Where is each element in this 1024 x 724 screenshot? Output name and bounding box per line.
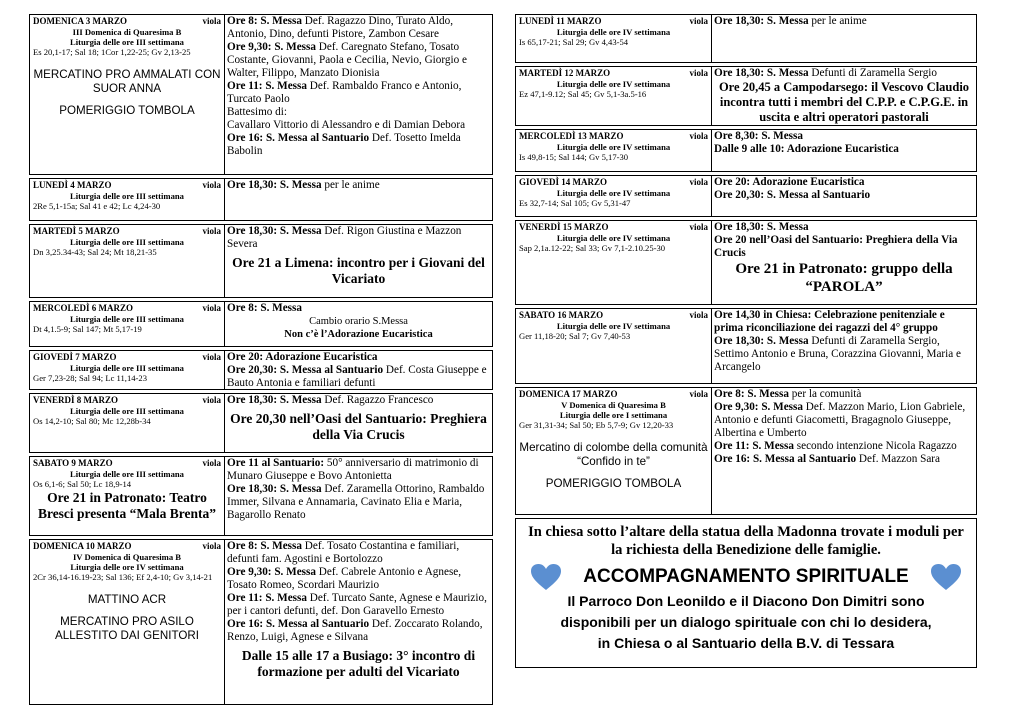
day-schedule	[225, 179, 492, 220]
schedule-item	[227, 119, 490, 132]
day-row	[515, 129, 977, 172]
liturgical-color: viola	[689, 68, 708, 78]
day-note: MERCATINO PRO AMMALATI CON SUOR ANNA	[33, 67, 221, 95]
readings: Is 65,17-21; Sal 29; Gv 4,43-54	[519, 37, 629, 47]
schedule-item	[227, 592, 490, 618]
spiritual-line: disponibili per un dialogo spirituale con chi lo desidera,	[560, 614, 932, 630]
schedule-time: Ore 11: S. Messa	[227, 80, 307, 92]
schedule-note: Cambio orario S.Messa	[309, 316, 408, 327]
day-row	[29, 393, 493, 453]
schedule-time: Ore 16: S. Messa al Santuario	[714, 453, 857, 465]
day-schedule	[712, 15, 976, 62]
readings: Ger 7,23-28; Sal 94; Lc 11,14-23	[33, 373, 148, 383]
liturgy-line: Liturgia delle ore IV settimana	[556, 142, 671, 152]
schedule-time: Ore 18,30: S. Messa	[714, 67, 809, 79]
schedule-detail: Defunti di Zaramella Sergio, Settimo Antonio e Bruna, Corazzina Giovanni, Maria e Arcangelo	[714, 335, 961, 373]
schedule-item	[227, 483, 490, 522]
liturgy-line: Liturgia delle ore I settimana	[559, 410, 668, 420]
liturgical-color: viola	[202, 303, 221, 313]
day-header	[33, 541, 221, 552]
schedule-item	[227, 540, 490, 566]
schedule-detail: Defunti di Zaramella Sergio	[808, 67, 937, 79]
schedule-detail: Def. Rambaldo Franco e Antonio, Turcato Paolo	[227, 80, 462, 105]
day-date: VENERDÌ 8 MARZO	[33, 395, 119, 405]
day-schedule	[712, 309, 976, 383]
day-header	[33, 352, 221, 363]
day-info	[516, 176, 712, 216]
day-header	[33, 458, 221, 469]
schedule-item	[714, 234, 974, 260]
schedule-detail: Battesimo di:	[227, 106, 287, 118]
event-highlight: Ore 20,30 nell’Oasi del Santuario: Preghiera della Via Crucis	[230, 411, 487, 442]
schedule-item	[227, 364, 490, 390]
liturgy-line: Liturgia delle ore III settimana	[70, 469, 184, 479]
schedule-item	[227, 106, 490, 119]
day-info	[516, 130, 712, 171]
day-row	[515, 66, 977, 126]
event-highlight: Dalle 15 alle 17 a Busiago: 3° incontro di formazione per adulti del Vicariato	[241, 648, 476, 679]
liturgy-line: III Domenica di Quaresima B	[72, 27, 182, 37]
schedule-item	[714, 130, 974, 143]
liturgy-line: Liturgia delle ore III settimana	[70, 363, 184, 373]
schedule-time: Ore 16: S. Messa al Santuario	[227, 618, 370, 630]
day-row	[515, 14, 977, 63]
schedule-item	[227, 80, 490, 106]
liturgical-color: viola	[202, 16, 221, 26]
schedule-item	[714, 335, 974, 374]
spiritual-line: in Chiesa o al Santuario della B.V. di Tessara	[597, 635, 895, 651]
liturgy-line: Liturgia delle ore III settimana	[70, 237, 184, 247]
liturgy-line: Liturgia delle ore IV settimana	[556, 79, 671, 89]
day-header	[519, 68, 708, 79]
schedule-note: Non c’è l’Adorazione Eucaristica	[284, 329, 433, 340]
schedule-item	[227, 41, 490, 80]
schedule-time: Ore 18,30: S. Messa	[714, 335, 809, 347]
title-row	[516, 563, 976, 591]
schedule-item	[227, 394, 490, 407]
liturgy-line: IV Domenica di Quaresima B	[72, 552, 182, 562]
day-header	[519, 131, 708, 142]
schedule-time: Ore 8: S. Messa	[227, 15, 302, 27]
day-schedule	[712, 221, 976, 304]
day-schedule	[225, 15, 492, 174]
schedule-item	[227, 618, 490, 644]
day-info	[30, 457, 225, 535]
readings: Es 20,1-17; Sal 18; 1Cor 1,22-25; Gv 2,13-25	[33, 47, 191, 57]
heart-icon	[530, 563, 562, 591]
liturgical-color: viola	[689, 177, 708, 187]
schedule-item	[714, 15, 974, 28]
readings: Dt 4,1.5-9; Sal 147; Mt 5,17-19	[33, 324, 142, 334]
day-header	[519, 222, 708, 233]
day-row	[515, 220, 977, 305]
day-info	[30, 394, 225, 452]
day-date: LUNEDÌ 11 MARZO	[519, 16, 602, 26]
heart-icon	[930, 563, 962, 591]
day-note: POMERIGGIO TOMBOLA	[59, 103, 195, 117]
day-info	[30, 540, 225, 704]
liturgical-color: viola	[202, 352, 221, 362]
schedule-time: Ore 14,30 in Chiesa: Celebrazione penitenziale e prima riconciliazione dei ragazzi del 4° gruppo	[714, 309, 945, 334]
day-date: MARTEDÌ 12 MARZO	[519, 68, 611, 78]
schedule-time: Dalle 9 alle 10: Adorazione Eucaristica	[714, 143, 899, 155]
liturgical-color: viola	[689, 222, 708, 232]
readings: Ez 47,1-9.12; Sal 45; Gv 5,1-3a.5-16	[519, 89, 647, 99]
day-row	[29, 14, 493, 175]
day-row	[29, 456, 493, 536]
schedule-item	[714, 176, 974, 189]
readings: 2Re 5,1-15a; Sal 41 e 42; Lc 4,24-30	[33, 201, 161, 211]
event-highlight: Ore 21 in Patronato: Teatro Bresci presenta “Mala Brenta”	[37, 489, 217, 521]
schedule-detail: Def. Caregnato Stefano, Tosato Costante, Giovanni, Paola e Cecilia, Nevio, Giorgio e Walter, Filippo, Manzato Dionisia	[227, 41, 467, 79]
day-header	[519, 310, 708, 321]
schedule-item	[227, 457, 490, 483]
readings: Os 14,2-10; Sal 80; Mc 12,28b-34	[33, 416, 151, 426]
schedule-time: Ore 9,30: S. Messa	[227, 566, 316, 578]
event-highlight: Ore 21 in Patronato: gruppo della “PAROLA”	[735, 261, 953, 295]
day-date: GIOVEDÌ 14 MARZO	[519, 177, 608, 187]
schedule-time: Ore 20,30: S. Messa al Santuario	[714, 189, 871, 201]
day-schedule	[225, 225, 492, 297]
day-schedule	[712, 176, 976, 216]
day-row	[515, 387, 977, 515]
day-row	[29, 178, 493, 221]
day-schedule	[712, 130, 976, 171]
schedule-detail: Def. Cabrele Antonio e Agnese, Tosato Romeo, Scordari Maurizio	[227, 566, 462, 591]
day-schedule	[225, 351, 492, 389]
day-date: DOMENICA 17 MARZO	[519, 389, 618, 399]
schedule-item	[227, 132, 490, 158]
day-date: MARTEDÌ 5 MARZO	[33, 226, 120, 236]
schedule-detail: per le anime	[321, 179, 380, 191]
liturgical-color: viola	[202, 541, 221, 551]
schedule-item	[714, 309, 974, 335]
day-row	[515, 308, 977, 384]
schedule-item	[227, 351, 490, 364]
day-schedule	[225, 457, 492, 535]
day-info	[516, 15, 712, 62]
day-date: GIOVEDÌ 7 MARZO	[33, 352, 117, 362]
liturgy-line: V Domenica di Quaresima B	[561, 400, 666, 410]
day-row	[29, 224, 493, 298]
schedule-item	[227, 302, 490, 315]
schedule-detail: Def. Zaramella Ottorino, Rambaldo Immer, Silvana e Annamaria, Cavinato Elia e Maria, Bagarollo Renato	[227, 483, 485, 521]
day-date: SABATO 9 MARZO	[33, 458, 113, 468]
schedule-detail: per le anime	[808, 15, 867, 27]
schedule-time: Ore 18,30: S. Messa	[714, 15, 809, 27]
event-highlight: Ore 20,45 a Campodarsego: il Vescovo Claudio incontra tutti i membri del C.P.P. e C.P.G.E. in uscita e altri operatori pastorali	[718, 80, 970, 124]
day-info	[516, 67, 712, 125]
schedule-item	[227, 15, 490, 41]
schedule-detail: Def. Turcato Sante, Agnese e Maurizio, per i cantori defunti, def. Don Garavello Ernesto	[227, 592, 487, 617]
day-date: MERCOLEDÌ 6 MARZO	[33, 303, 134, 313]
schedule-item	[714, 221, 974, 234]
readings: Ger 31,31-34; Sal 50; Eb 5,7-9; Gv 12,20-33	[519, 420, 674, 430]
day-info	[30, 15, 225, 174]
liturgy-line: Liturgia delle ore IV settimana	[556, 27, 671, 37]
schedule-time: Ore 20: Adorazione Eucaristica	[227, 351, 378, 363]
schedule-time: Ore 18,30: S. Messa	[227, 225, 322, 237]
day-note: MERCATINO PRO ASILO ALLESTITO DAI GENITORI	[55, 614, 199, 642]
day-note: Mercatino di colombe della comunità “Confido in te”	[519, 440, 708, 468]
schedule-time: Ore 11: S. Messa	[227, 592, 307, 604]
schedule-time: Ore 8: S. Messa	[227, 540, 302, 552]
schedule-detail: Def. Mazzon Sara	[856, 453, 940, 465]
day-date: DOMENICA 3 MARZO	[33, 16, 127, 26]
liturgy-line: Liturgia delle ore III settimana	[70, 191, 184, 201]
event-highlight: Ore 21 a Limena: incontro per i Giovani del Vicariato	[232, 255, 485, 286]
schedule-time: Ore 18,30: S. Messa	[227, 179, 322, 191]
liturgy-line: Liturgia delle ore III settimana	[70, 314, 184, 324]
readings: Is 49,8-15; Sal 144; Gv 5,17-30	[519, 152, 629, 162]
schedule-time: Ore 11 al Santuario:	[227, 457, 325, 469]
schedule-item	[714, 388, 974, 401]
readings: Os 6,1-6; Sal 50; Lc 18,9-14	[33, 479, 132, 489]
spiritual-title: ACCOMPAGNAMENTO SPIRITUALE	[583, 566, 909, 587]
schedule-time: Ore 20,30: S. Messa al Santuario	[227, 364, 384, 376]
schedule-item	[227, 179, 490, 192]
schedule-item	[714, 440, 974, 453]
day-info	[516, 221, 712, 304]
day-header	[519, 177, 708, 188]
day-info	[30, 225, 225, 297]
liturgy-line: Liturgia delle ore IV settimana	[556, 188, 671, 198]
schedule-time: Ore 8: S. Messa	[227, 302, 302, 314]
day-info	[516, 309, 712, 383]
liturgy-line: Liturgia delle ore IV settimana	[556, 321, 671, 331]
schedule-detail: Def. Tosato Costantina e familiari, defunti fam. Agostini e Bortolozzo	[227, 540, 460, 565]
day-header	[33, 180, 221, 191]
readings: Ger 11,18-20; Sal 7; Gv 7,40-53	[519, 331, 631, 341]
schedule-time: Ore 18,30: S. Messa	[714, 221, 809, 233]
liturgical-color: viola	[202, 458, 221, 468]
schedule-time: Ore 11: S. Messa	[714, 440, 794, 452]
schedule-item	[227, 566, 490, 592]
liturgical-color: viola	[689, 389, 708, 399]
schedule-detail: Def. Rigon Giustina e Mazzon Severa	[227, 225, 462, 250]
readings: 2Cr 36,14-16.19-23; Sal 136; Ef 2,4-10; Gv 3,14-21	[33, 572, 213, 582]
day-schedule	[712, 67, 976, 125]
schedule-time: Ore 16: S. Messa al Santuario	[227, 132, 370, 144]
day-header	[519, 389, 708, 400]
schedule-item	[714, 401, 974, 440]
spiritual-line: Il Parroco Don Leonildo e il Diacono Don Dimitri sono	[567, 593, 925, 609]
info-panel	[515, 518, 977, 668]
readings: Dn 3,25.34-43; Sal 24; Mt 18,21-35	[33, 247, 157, 257]
day-schedule	[225, 394, 492, 452]
schedule-time: Ore 8: S. Messa	[714, 388, 789, 400]
schedule-detail: Def. Ragazzo Francesco	[321, 394, 434, 406]
left-column	[29, 14, 493, 708]
day-schedule	[225, 302, 492, 346]
right-column	[515, 14, 977, 668]
day-row	[29, 301, 493, 347]
day-row	[29, 350, 493, 390]
liturgy-line: Liturgia delle ore IV settimana	[556, 233, 671, 243]
schedule-time: Ore 18,30: S. Messa	[227, 483, 322, 495]
schedule-time: Ore 20: Adorazione Eucaristica	[714, 176, 865, 188]
day-schedule	[712, 388, 976, 514]
schedule-time: Ore 20 nell’Oasi del Santuario: Preghiera della Via Crucis	[714, 234, 958, 259]
schedule-detail: Def. Costa Giuseppe e Bauto Antonia e familiari defunti	[227, 364, 487, 389]
day-info	[30, 179, 225, 220]
day-info	[516, 388, 712, 514]
schedule-detail: Def. Tosetto Imelda Babolin	[227, 132, 461, 157]
readings: Sap 2,1a.12-22; Sal 33; Gv 7,1-2.10.25-30	[519, 243, 666, 253]
day-header	[33, 226, 221, 237]
liturgical-color: viola	[202, 226, 221, 236]
liturgical-color: viola	[202, 395, 221, 405]
liturgical-color: viola	[689, 131, 708, 141]
schedule-item	[714, 189, 974, 202]
day-header	[519, 16, 708, 27]
day-header	[33, 303, 221, 314]
schedule-item	[714, 67, 974, 80]
day-schedule	[225, 540, 492, 704]
liturgy-line: Liturgia delle ore III settimana	[70, 406, 184, 416]
day-header	[33, 395, 221, 406]
schedule-time: Ore 9,30: S. Messa	[227, 41, 316, 53]
day-row	[29, 539, 493, 705]
day-note: POMERIGGIO TOMBOLA	[545, 476, 682, 490]
day-date: VENERDÌ 15 MARZO	[519, 222, 609, 232]
schedule-detail: Cavallaro Vittorio di Alessandro e di Damian Debora	[227, 119, 466, 131]
day-date: SABATO 16 MARZO	[519, 310, 604, 320]
day-date: MERCOLEDÌ 13 MARZO	[519, 131, 624, 141]
family-blessing-notice: In chiesa sotto l’altare della statua della Madonna trovate i moduli per la richiesta della Benedizione delle famiglie.	[528, 524, 964, 558]
schedule-item	[714, 143, 974, 156]
day-date: LUNEDÌ 4 MARZO	[33, 180, 112, 190]
schedule-detail: 50° anniversario di matrimonio di Munaro Giuseppe e Bovo Antonietta	[227, 457, 479, 482]
schedule-detail: Def. Zoccarato Rolando, Renzo, Luigi, Agnese e Silvana	[227, 618, 483, 643]
schedule-detail: per la comunità	[789, 388, 862, 400]
day-info	[30, 351, 225, 389]
liturgical-color: viola	[689, 310, 708, 320]
schedule-time: Ore 18,30: S. Messa	[227, 394, 322, 406]
liturgical-color: viola	[689, 16, 708, 26]
liturgy-line: Liturgia delle ore III settimana	[70, 37, 184, 47]
liturgical-color: viola	[202, 180, 221, 190]
schedule-detail: Def. Mazzon Mario, Lion Gabriele, Antonio e defunti Giacometti, Bragagnolo Giuseppe, Albertina e Umberto	[714, 401, 966, 439]
schedule-time: Ore 8,30: S. Messa	[714, 130, 803, 142]
schedule-detail: secondo intenzione Nicola Ragazzo	[793, 440, 957, 452]
day-info	[30, 302, 225, 346]
readings: Es 32,7-14; Sal 105; Gv 5,31-47	[519, 198, 631, 208]
day-date: DOMENICA 10 MARZO	[33, 541, 132, 551]
schedule-item	[227, 225, 490, 251]
day-header	[33, 16, 221, 27]
schedule-time: Ore 9,30: S. Messa	[714, 401, 803, 413]
day-note: MATTINO ACR	[87, 592, 167, 606]
day-row	[515, 175, 977, 217]
liturgy-line: Liturgia delle ore IV settimana	[70, 562, 184, 572]
schedule-detail: Def. Ragazzo Dino, Turato Aldo, Antonio, Dino, defunti Pistore, Zambon Cesare	[227, 15, 454, 40]
schedule-item	[714, 453, 974, 466]
